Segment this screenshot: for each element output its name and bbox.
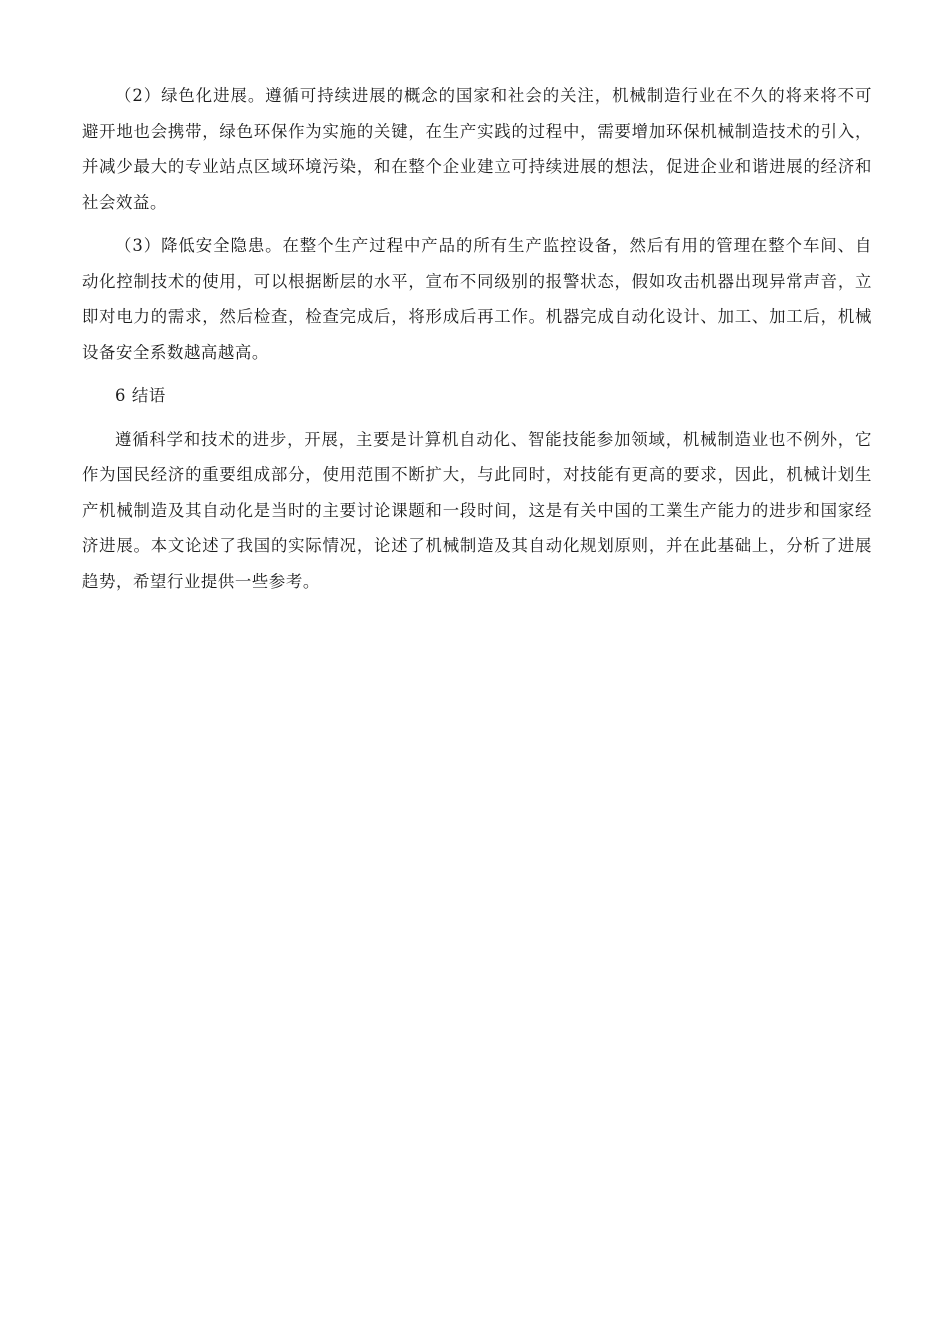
paragraph-green-development: （2）绿色化进展。遵循可持续进展的概念的国家和社会的关注，机械制造行业在不久的将来将不可避开地也会携带，绿色环保作为实施的关键，在生产实践的过程中，需要增加环保机械制造技术的引入，并减少最大的专业站点区域环境污染，和在整个企业建立可持续进展的想法，促进企业和谐进展的经济和社会效益。	[82, 86, 872, 212]
section-heading-conclusion: 6 结语	[115, 386, 166, 405]
document-body	[82, 78, 872, 599]
paragraph-conclusion: 遵循科学和技术的进步，开展，主要是计算机自动化、智能技能参加领域，机械制造业也不例外，它作为国民经济的重要组成部分，使用范围不断扩大，与此同时，对技能有更高的要求，因此，机械计划生产机械制造及其自动化是当时的主要讨论课题和一段时间，这是有关中国的工業生产能力的进步和国家经济进展。本文论述了我国的实际情况，论述了机械制造及其自动化规划原则，并在此基础上，分析了进展趋势，希望行业提供一些参考。	[82, 429, 872, 591]
paragraph-safety-hazards: （3）降低安全隐患。在整个生产过程中产品的所有生产监控设备，然后有用的管理在整个车间、自动化控制技术的使用，可以根据断层的水平，宣布不同级别的报警状态，假如攻击机器出现异常声音，立即对电力的需求，然后检查，检查完成后，将形成后再工作。机器完成自动化设计、加工、加工后，机械设备安全系数越高越高。	[82, 236, 872, 362]
